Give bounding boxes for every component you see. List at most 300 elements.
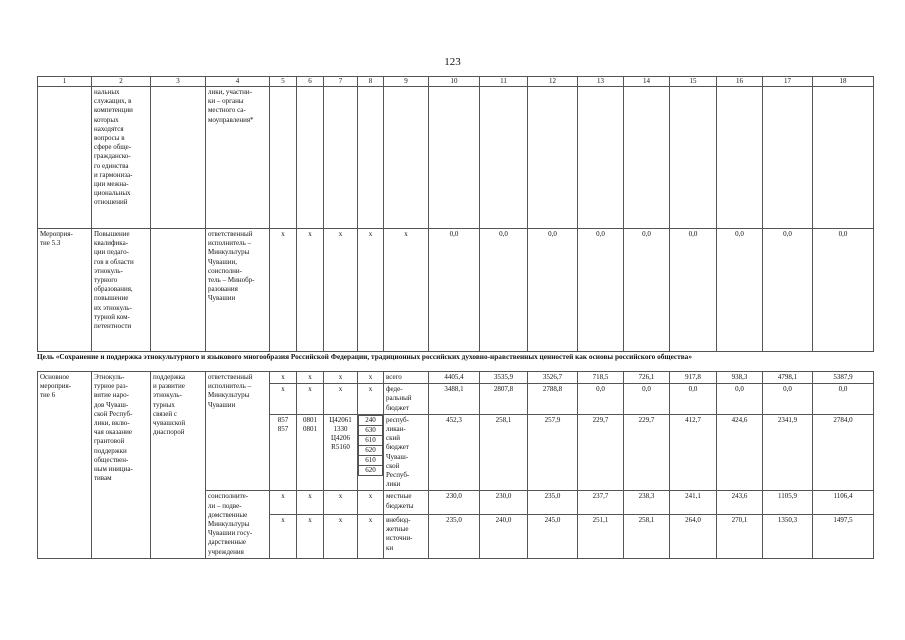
cell-code bbox=[358, 491, 384, 515]
text-line: ки bbox=[386, 543, 394, 552]
cell-value bbox=[480, 414, 528, 491]
expense-code bbox=[359, 415, 383, 425]
text-line: 0,0 bbox=[783, 230, 792, 238]
text-line: поддержка bbox=[153, 373, 186, 381]
text-line: x bbox=[368, 385, 373, 394]
text-line: турной ком- bbox=[94, 312, 130, 321]
text-line: 9 bbox=[404, 77, 408, 85]
text-line: x bbox=[281, 516, 285, 524]
text-line: x bbox=[281, 492, 285, 501]
text-line: тель – Минобр- bbox=[208, 276, 255, 285]
text-line: лики, вклю- bbox=[94, 419, 130, 428]
text-line: Минкультуры bbox=[208, 248, 250, 257]
cell-value bbox=[763, 414, 813, 491]
text-line: 8 bbox=[368, 77, 373, 85]
cell-value bbox=[670, 384, 717, 415]
text-line: учреждения bbox=[208, 547, 244, 556]
text-line: жетные bbox=[386, 525, 409, 534]
text-line: 610 bbox=[365, 435, 376, 444]
text-line: 938,3 bbox=[731, 373, 748, 381]
text-line: 1350,3 bbox=[777, 516, 798, 524]
text-line: повышение bbox=[94, 294, 129, 303]
cell-value bbox=[763, 229, 813, 352]
text-line: 3535,9 bbox=[493, 373, 514, 381]
text-line: ответственный bbox=[208, 373, 253, 381]
cell-value bbox=[813, 515, 874, 559]
text-line: 245,0 bbox=[544, 516, 561, 524]
cell-value bbox=[717, 229, 763, 352]
column-header bbox=[92, 77, 151, 87]
text-line: домственные bbox=[208, 510, 248, 519]
goal-heading: Цель «Сохранение и поддержка этнокультурного и языкового многообразия Российской Федерации, традиционных российских духовно-нравственных ценностей как основы российского общества» bbox=[37, 352, 692, 361]
text-line: респуб- bbox=[386, 415, 409, 424]
cell-value bbox=[763, 384, 813, 415]
text-line: x bbox=[368, 492, 373, 501]
text-line: 857 bbox=[277, 425, 289, 434]
text-line: 5387,9 bbox=[833, 373, 853, 381]
cell-code bbox=[297, 229, 324, 352]
text-line: 6 bbox=[308, 77, 312, 85]
text-line: 240 bbox=[365, 415, 376, 424]
cell-value bbox=[670, 414, 717, 491]
text-line: x bbox=[308, 230, 312, 238]
cell-code bbox=[358, 384, 384, 415]
text-line: x bbox=[281, 385, 285, 394]
page-number: 123 bbox=[444, 56, 461, 68]
text-line: бюджет bbox=[386, 403, 409, 412]
expense-code bbox=[359, 465, 383, 475]
text-line: и развитие bbox=[153, 382, 185, 391]
expense-code bbox=[359, 445, 383, 455]
text-line: 241,1 bbox=[685, 492, 701, 501]
text-line: 1330 bbox=[333, 425, 348, 434]
cell-value bbox=[624, 372, 670, 384]
text-line: 230,0 bbox=[446, 492, 462, 501]
text-line: 243,6 bbox=[731, 492, 748, 501]
cell-event-name bbox=[92, 229, 151, 352]
text-line: x bbox=[308, 373, 312, 381]
text-line: x bbox=[338, 492, 343, 501]
cell-value bbox=[578, 414, 624, 491]
program-table-part2 bbox=[37, 371, 874, 559]
expense-code bbox=[359, 455, 383, 465]
cell-code bbox=[358, 372, 384, 384]
text-line: 3 bbox=[176, 77, 180, 85]
text-line: соисполните- bbox=[208, 492, 249, 501]
expense-codes bbox=[358, 415, 383, 476]
text-line: внебюд- bbox=[386, 516, 411, 524]
text-line: 2341,9 bbox=[777, 415, 798, 424]
cell-event-id bbox=[38, 229, 92, 352]
cell-funding-source bbox=[384, 372, 429, 384]
cell-value bbox=[717, 491, 763, 515]
text-line: отношений bbox=[94, 198, 128, 207]
text-line: 237,7 bbox=[592, 492, 609, 501]
text-line: 229,7 bbox=[592, 415, 609, 424]
text-line: 258,1 bbox=[495, 415, 512, 424]
cell-value bbox=[578, 491, 624, 515]
cell-value bbox=[763, 372, 813, 384]
text-line: исполнитель – bbox=[208, 382, 252, 391]
text-line: 452,3 bbox=[446, 415, 462, 424]
text-line: 235,0 bbox=[544, 492, 561, 501]
text-line: циональных bbox=[94, 189, 131, 198]
cell-value bbox=[813, 384, 874, 415]
program-table-part1 bbox=[37, 76, 874, 352]
text-line: 251,1 bbox=[592, 516, 609, 524]
cell-code bbox=[297, 515, 324, 559]
text-line: 264,0 bbox=[685, 516, 701, 524]
cell-empty bbox=[38, 87, 92, 229]
text-line: 0,0 bbox=[688, 385, 698, 394]
cell-value bbox=[429, 414, 480, 491]
text-line: 0,0 bbox=[642, 230, 651, 238]
text-line: которых bbox=[94, 115, 119, 124]
text-line: ответственный bbox=[208, 230, 253, 238]
text-line: Ц42061 bbox=[329, 415, 352, 424]
cell-code bbox=[358, 229, 384, 352]
text-line: местные bbox=[386, 492, 412, 501]
cell-code-section bbox=[297, 414, 324, 491]
text-line: турных bbox=[153, 400, 175, 409]
cell-code bbox=[324, 384, 358, 415]
cell-executor bbox=[206, 229, 270, 352]
text-line: 4798,1 bbox=[777, 373, 798, 381]
text-line: ский bbox=[386, 434, 400, 443]
cell-value bbox=[480, 372, 528, 384]
cell-code-target bbox=[324, 414, 358, 491]
text-line: этнокуль- bbox=[153, 391, 182, 400]
text-line: ции межна- bbox=[94, 180, 129, 189]
text-line: чая оказание bbox=[94, 428, 132, 437]
cell-code bbox=[270, 372, 297, 384]
column-header bbox=[670, 77, 717, 87]
text-line: находятся bbox=[94, 124, 124, 133]
text-line: чувашской bbox=[153, 419, 186, 428]
column-header bbox=[270, 77, 297, 87]
text-line: Основное bbox=[40, 373, 70, 381]
cell-value bbox=[528, 372, 578, 384]
text-line: 13 bbox=[597, 77, 604, 85]
text-line: 12 bbox=[549, 77, 556, 85]
cell-event6-coexecutor bbox=[206, 491, 270, 558]
cell-value bbox=[624, 384, 670, 415]
text-line: 258,1 bbox=[638, 516, 655, 524]
text-line: 917,8 bbox=[685, 373, 701, 381]
table-row-continued bbox=[38, 87, 874, 229]
text-line: бюджет bbox=[386, 443, 409, 452]
cell-value bbox=[717, 372, 763, 384]
text-line: поддержки bbox=[94, 446, 127, 455]
text-line: ральный bbox=[386, 394, 412, 403]
text-line: всего bbox=[386, 373, 402, 381]
column-header bbox=[324, 77, 358, 87]
text-line: мероприя- bbox=[40, 382, 72, 391]
column-header bbox=[528, 77, 578, 87]
text-line: 3526,7 bbox=[542, 373, 563, 381]
cell-value bbox=[763, 515, 813, 559]
text-line: 1497,5 bbox=[833, 516, 853, 524]
cell-code-ministry bbox=[270, 414, 297, 491]
text-line: ли – подве- bbox=[208, 501, 242, 510]
cell-code bbox=[270, 384, 297, 415]
column-header bbox=[480, 77, 528, 87]
cell-value bbox=[670, 515, 717, 559]
cell-code bbox=[297, 491, 324, 515]
text-line: моуправления* bbox=[208, 115, 254, 124]
text-line: 235,0 bbox=[446, 516, 462, 524]
column-header bbox=[38, 77, 92, 87]
text-line: исполнитель – bbox=[208, 239, 252, 248]
text-line: диаспорой bbox=[153, 428, 185, 437]
cell-value bbox=[578, 515, 624, 559]
text-line: их этнокуль- bbox=[94, 303, 132, 312]
text-line: лики bbox=[386, 480, 401, 489]
cell-funding-source bbox=[384, 414, 429, 491]
text-line: x bbox=[308, 492, 312, 501]
cell-code bbox=[297, 372, 324, 384]
text-line: Чувашии bbox=[208, 400, 236, 409]
text-line: ской bbox=[386, 461, 400, 470]
cell-funding-source bbox=[384, 515, 429, 559]
cell-code bbox=[324, 229, 358, 352]
text-line: 610 bbox=[365, 455, 376, 464]
text-line: 10 bbox=[450, 77, 458, 85]
cell-funding-source bbox=[384, 384, 429, 415]
cell-code bbox=[297, 384, 324, 415]
text-line: 0,0 bbox=[499, 230, 508, 238]
text-line: 229,7 bbox=[638, 415, 655, 424]
column-header bbox=[578, 77, 624, 87]
text-line: 0,0 bbox=[838, 385, 848, 394]
text-line: x bbox=[308, 516, 312, 524]
text-line: 0,0 bbox=[838, 230, 848, 238]
text-line: 1105,9 bbox=[778, 492, 797, 501]
cell-event6-name bbox=[92, 372, 151, 559]
text-line: 2 bbox=[119, 77, 123, 85]
text-line: Мероприя- bbox=[40, 230, 73, 238]
text-line: служащих, в bbox=[94, 97, 132, 106]
expense-code bbox=[359, 425, 383, 435]
text-line: Респуб- bbox=[386, 471, 410, 480]
text-line: R5160 bbox=[331, 443, 350, 452]
text-line: компетенции bbox=[94, 106, 133, 115]
text-line: турное раз- bbox=[94, 382, 128, 391]
text-line: 620 bbox=[365, 445, 376, 454]
column-header bbox=[624, 77, 670, 87]
text-line: 3488,1 bbox=[444, 385, 464, 394]
text-line: 238,3 bbox=[638, 492, 655, 501]
text-line: го единства bbox=[94, 161, 129, 170]
text-line: 2807,8 bbox=[493, 385, 514, 394]
text-line: грантовой bbox=[94, 437, 125, 446]
text-line: 4405,4 bbox=[444, 373, 464, 381]
text-line: 630 bbox=[365, 425, 376, 434]
text-line: сфере обще- bbox=[94, 143, 132, 152]
cell-code bbox=[358, 515, 384, 559]
cell-value bbox=[813, 491, 874, 515]
expense-code bbox=[359, 435, 383, 445]
cell-value bbox=[429, 515, 480, 559]
text-line: петентности bbox=[94, 322, 132, 331]
cell-continued-executor bbox=[206, 87, 270, 229]
text-line: лики, участни- bbox=[208, 88, 253, 96]
cell-value bbox=[717, 414, 763, 491]
text-line: 240,0 bbox=[495, 516, 512, 524]
cell-value bbox=[624, 515, 670, 559]
text-line: 16 bbox=[736, 77, 743, 85]
cell-value bbox=[480, 384, 528, 415]
text-line: ской Респуб- bbox=[94, 409, 133, 418]
cell-code bbox=[324, 515, 358, 559]
text-line: 15 bbox=[689, 77, 697, 85]
text-line: гражданско- bbox=[94, 152, 131, 161]
cell-value bbox=[717, 515, 763, 559]
text-line: 0801 bbox=[303, 425, 317, 434]
cell-code bbox=[324, 491, 358, 515]
column-header bbox=[297, 77, 324, 87]
text-line: x bbox=[368, 373, 373, 381]
text-line: Минкультуры bbox=[208, 391, 250, 400]
cell-value bbox=[528, 491, 578, 515]
cell-value bbox=[429, 384, 480, 415]
text-line: x bbox=[404, 230, 408, 238]
text-line: 5 bbox=[281, 77, 285, 85]
cell-empty bbox=[151, 229, 206, 352]
text-line: ции педаго- bbox=[94, 248, 129, 257]
text-line: 0,0 bbox=[735, 230, 744, 238]
text-line: Чуваш- bbox=[386, 452, 409, 461]
text-line: x bbox=[338, 230, 343, 238]
text-line: 257,9 bbox=[544, 415, 561, 424]
text-line: x bbox=[338, 516, 343, 524]
text-line: Чувашии, bbox=[208, 257, 238, 266]
cell-event6-id bbox=[38, 372, 92, 559]
text-line: 0,0 bbox=[735, 385, 744, 394]
text-line: связей с bbox=[153, 409, 178, 418]
text-line: 412,7 bbox=[685, 415, 701, 424]
text-line: 7 bbox=[338, 77, 343, 85]
cell-code bbox=[270, 515, 297, 559]
cell-value bbox=[528, 229, 578, 352]
text-line: витие наро- bbox=[94, 391, 129, 400]
cell-value bbox=[528, 414, 578, 491]
text-line: дов Чуваш- bbox=[94, 400, 129, 409]
text-line: 14 bbox=[643, 77, 650, 85]
cell-value bbox=[813, 229, 874, 352]
text-line: квалифика- bbox=[94, 239, 129, 248]
column-header bbox=[151, 77, 206, 87]
cell-value bbox=[429, 491, 480, 515]
text-line: 620 bbox=[365, 465, 376, 474]
text-line: образования, bbox=[94, 285, 133, 294]
text-line: x bbox=[281, 373, 285, 381]
text-line: турного bbox=[94, 276, 118, 285]
text-line: 0,0 bbox=[596, 230, 605, 238]
text-line: 0,0 bbox=[596, 385, 605, 394]
text-line: 230,0 bbox=[495, 492, 512, 501]
cell-value bbox=[429, 372, 480, 384]
text-line: ки – органы bbox=[208, 97, 244, 106]
cell-value bbox=[813, 372, 874, 384]
text-line: 270,1 bbox=[731, 516, 748, 524]
text-line: источни- bbox=[386, 534, 413, 543]
column-header bbox=[358, 77, 384, 87]
text-line: 4 bbox=[235, 77, 240, 85]
cell-value bbox=[670, 372, 717, 384]
cell-value bbox=[480, 515, 528, 559]
text-line: x bbox=[368, 230, 373, 238]
cell-value bbox=[528, 384, 578, 415]
cell-value bbox=[480, 491, 528, 515]
text-line: гов в области bbox=[94, 257, 134, 266]
cell-continued-name bbox=[92, 87, 151, 229]
cell-value bbox=[480, 229, 528, 352]
text-line: 1 bbox=[62, 77, 67, 85]
text-line: x bbox=[338, 385, 343, 394]
cell-code-expense bbox=[358, 414, 384, 491]
table-row-event-5-3 bbox=[38, 229, 874, 352]
cell-value bbox=[528, 515, 578, 559]
text-line: Повышение bbox=[94, 230, 130, 238]
cell-event6-goal bbox=[151, 372, 206, 559]
text-line: 0,0 bbox=[783, 385, 792, 394]
text-line: 424,6 bbox=[731, 415, 748, 424]
cell-event6-executor bbox=[206, 372, 270, 491]
cell-value bbox=[670, 229, 717, 352]
text-line: разования bbox=[208, 285, 238, 294]
column-header bbox=[813, 77, 874, 87]
cell-value bbox=[717, 384, 763, 415]
text-line: дарственные bbox=[208, 538, 247, 547]
text-line: 726,1 bbox=[638, 373, 655, 381]
text-line: 0,0 bbox=[449, 230, 459, 238]
header-row bbox=[38, 77, 874, 87]
text-line: Этнокуль- bbox=[94, 373, 125, 381]
text-line: Минкультуры bbox=[208, 520, 250, 529]
text-line: нальных bbox=[94, 88, 120, 96]
text-line: x bbox=[281, 230, 285, 238]
text-line: 0,0 bbox=[642, 385, 651, 394]
text-line: 18 bbox=[839, 77, 847, 85]
text-line: x bbox=[368, 516, 373, 524]
cell-value bbox=[578, 372, 624, 384]
cell-value bbox=[763, 491, 813, 515]
text-line: 2788,8 bbox=[542, 385, 563, 394]
text-line: тивам bbox=[94, 474, 112, 483]
column-header bbox=[763, 77, 813, 87]
text-line: 1106,4 bbox=[833, 492, 853, 501]
text-line: Чувашии госу- bbox=[208, 529, 253, 538]
cell-value bbox=[670, 491, 717, 515]
cell-code bbox=[270, 229, 297, 352]
text-line: 0,0 bbox=[548, 230, 557, 238]
column-header bbox=[429, 77, 480, 87]
text-line: тие 5.3 bbox=[40, 239, 61, 248]
cell-value bbox=[624, 229, 670, 352]
text-line: вопросы в bbox=[94, 134, 125, 143]
cell-empty bbox=[151, 87, 206, 229]
text-line: 0801 bbox=[303, 415, 317, 424]
cell-code bbox=[324, 372, 358, 384]
cell-value bbox=[624, 414, 670, 491]
text-line: местного са- bbox=[208, 106, 246, 115]
text-line: и гармониза- bbox=[94, 170, 133, 179]
cell-code bbox=[270, 491, 297, 515]
text-line: x bbox=[308, 385, 312, 394]
text-line: бюджеты bbox=[386, 501, 414, 510]
table-row-total bbox=[38, 372, 874, 384]
